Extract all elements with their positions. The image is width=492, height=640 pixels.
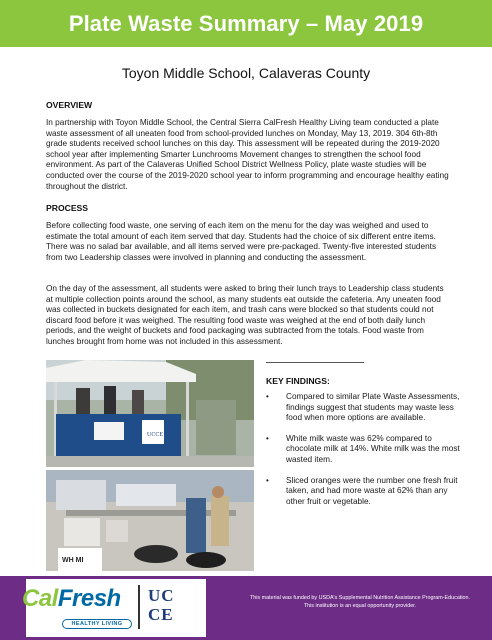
finding-text: White milk waste was 62% compared to chocolate milk at 14%. White milk was the most wasted item. bbox=[286, 433, 460, 464]
finding-item bbox=[266, 392, 462, 424]
healthy-living-tagline: HEALTHY LIVING bbox=[62, 619, 132, 629]
school-subtitle: Toyon Middle School, Calaveras County bbox=[121, 65, 371, 81]
bullet-icon: • bbox=[266, 475, 269, 485]
key-findings-heading: KEY FINDINGS: bbox=[266, 376, 330, 386]
overview-heading: OVERVIEW bbox=[46, 100, 93, 110]
finding-item bbox=[266, 434, 462, 466]
ucce-logo: UCCE bbox=[148, 586, 175, 624]
calfresh-logo-fresh: Fresh bbox=[57, 585, 121, 612]
photo-weighing-station bbox=[46, 470, 254, 571]
key-findings-list bbox=[266, 392, 462, 517]
process-paragraph-2: On the day of the assessment, all students were asked to bring their lunch trays to Leadership class students at multiple collection points around the school, as many students eat outside the cafeteria. Any uneaten food was collected in buckets designated for each item, and trash cans were blocked so that students could not discard food before it was weighed. The resulting food waste was weighed at the end of both daily lunch periods, and the weight of buckets and food packaging was subtracted from the totals. Food waste from lunches brought from home was not included in this assessment. bbox=[46, 284, 444, 346]
finding-item bbox=[266, 476, 462, 508]
process-paragraph-1: Before collecting food waste, one serving of each item on the menu for the day was weighed and used to estimate the total amount of each item served that day. Students had the choice of six different entre items. There was no salad bar available, and all items served were pre-packaged. Twenty-five interested students from two Leadership classes were involved in planning and conducting the assessment. bbox=[46, 221, 437, 262]
calfresh-logo-cal: Cal bbox=[22, 585, 58, 612]
findings-divider bbox=[266, 362, 364, 363]
finding-text: Compared to similar Plate Waste Assessments, findings suggest that students may waste less food when more options are available. bbox=[286, 392, 460, 423]
finding-text: Sliced oranges were the number one fresh fruit taken, and had more waste at 62% than any other fruit or vegetable. bbox=[286, 475, 458, 506]
photo-canopy-table bbox=[46, 360, 254, 467]
overview-text: In partnership with Toyon Middle School, the Central Sierra CalFresh Healthy Living team conducted a plate waste assessment of all uneaten food from school-provided lunches on Monday, May 13, 2019. 304 6th-8th grade students received school lunches on this day. This assessment will be repeated during the 2019-2020 school year after implementing Smarter Lunchrooms Movement changes to strengthen the school food environment. As part of the Calaveras Unified School District Wellness Policy, plate waste studies will be conducted over the course of the 2019-2020 school year to inform programming and encourage healthy eating throughout the district. bbox=[46, 118, 449, 191]
event-photo bbox=[46, 360, 254, 571]
header-bar bbox=[0, 0, 492, 47]
bullet-icon: • bbox=[266, 392, 269, 401]
funding-disclaimer: This material was funded by USDA's Supplemental Nutrition Assistance Program-Education. This institution is an equal opportunity provider. bbox=[249, 595, 471, 609]
photo-bucket-label: WH MI bbox=[62, 557, 84, 564]
logo-separator bbox=[138, 585, 140, 629]
calfresh-logo bbox=[22, 585, 121, 613]
process-heading: PROCESS bbox=[46, 203, 89, 213]
photo-banner-text: UCCE bbox=[147, 432, 164, 438]
bullet-icon: • bbox=[266, 433, 269, 443]
page-title: Plate Waste Summary – May 2019 bbox=[68, 10, 424, 36]
